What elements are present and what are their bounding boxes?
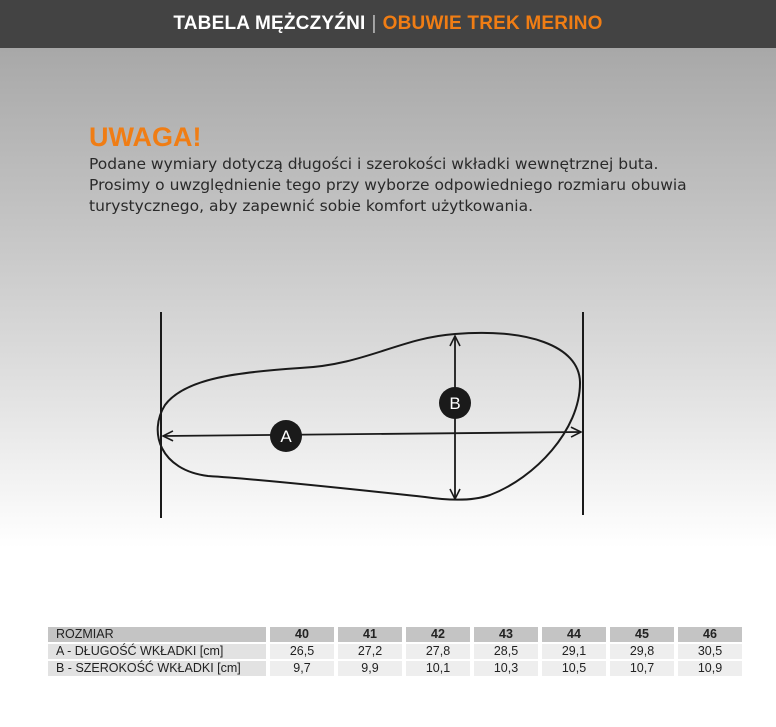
length-cell: 26,5 bbox=[270, 644, 334, 659]
size-table bbox=[44, 625, 746, 678]
size-cell: 41 bbox=[338, 627, 402, 642]
badge-a bbox=[270, 420, 302, 452]
width-cell: 9,9 bbox=[338, 661, 402, 676]
width-cell: 10,3 bbox=[474, 661, 538, 676]
badge-b bbox=[439, 387, 471, 419]
row-label-text: A - DŁUGOŚĆ WKŁADKI bbox=[56, 644, 197, 658]
size-cell: 42 bbox=[406, 627, 470, 642]
header-title-primary: TABELA MĘŻCZYŹNI bbox=[173, 13, 366, 34]
insole-outline bbox=[158, 333, 580, 500]
width-cell: 10,5 bbox=[542, 661, 606, 676]
width-cell: 10,7 bbox=[610, 661, 674, 676]
size-cell: 40 bbox=[270, 627, 334, 642]
length-row-label bbox=[48, 644, 266, 659]
notice-line: turystycznego, aby zapewnić sobie komfort użytkowania. bbox=[89, 197, 534, 215]
size-header-row bbox=[48, 627, 742, 642]
header-separator: | bbox=[371, 13, 377, 34]
length-cell: 27,8 bbox=[406, 644, 470, 659]
header-title-secondary: OBUWIE TREK MERINO bbox=[382, 13, 603, 34]
length-cell: 29,8 bbox=[610, 644, 674, 659]
width-cell: 9,7 bbox=[270, 661, 334, 676]
length-cell: 28,5 bbox=[474, 644, 538, 659]
width-row bbox=[48, 661, 742, 676]
length-arrow bbox=[163, 432, 581, 436]
size-cell: 44 bbox=[542, 627, 606, 642]
size-cell: 45 bbox=[610, 627, 674, 642]
width-cell: 10,1 bbox=[406, 661, 470, 676]
badge-a-label: A bbox=[280, 427, 292, 446]
length-cell: 29,1 bbox=[542, 644, 606, 659]
size-header-label: ROZMIAR bbox=[48, 627, 266, 642]
notice-title: UWAGA! bbox=[89, 122, 202, 152]
row-label-text: B - SZEROKOŚĆ WKŁADKI bbox=[56, 661, 214, 675]
length-row bbox=[48, 644, 742, 659]
row-unit: [cm] bbox=[217, 661, 241, 675]
size-cell: 43 bbox=[474, 627, 538, 642]
size-cell: 46 bbox=[678, 627, 742, 642]
width-row-label bbox=[48, 661, 266, 676]
notice-line: Podane wymiary dotyczą długości i szerokości wkładki wewnętrznej buta. bbox=[89, 155, 659, 173]
badge-b-label: B bbox=[449, 394, 461, 413]
length-cell: 27,2 bbox=[338, 644, 402, 659]
row-unit: [cm] bbox=[199, 644, 224, 658]
notice-line: Prosimy o uwzględnienie tego przy wyborze odpowiedniego rozmiaru obuwia bbox=[89, 176, 687, 194]
length-cell: 30,5 bbox=[678, 644, 742, 659]
width-cell: 10,9 bbox=[678, 661, 742, 676]
